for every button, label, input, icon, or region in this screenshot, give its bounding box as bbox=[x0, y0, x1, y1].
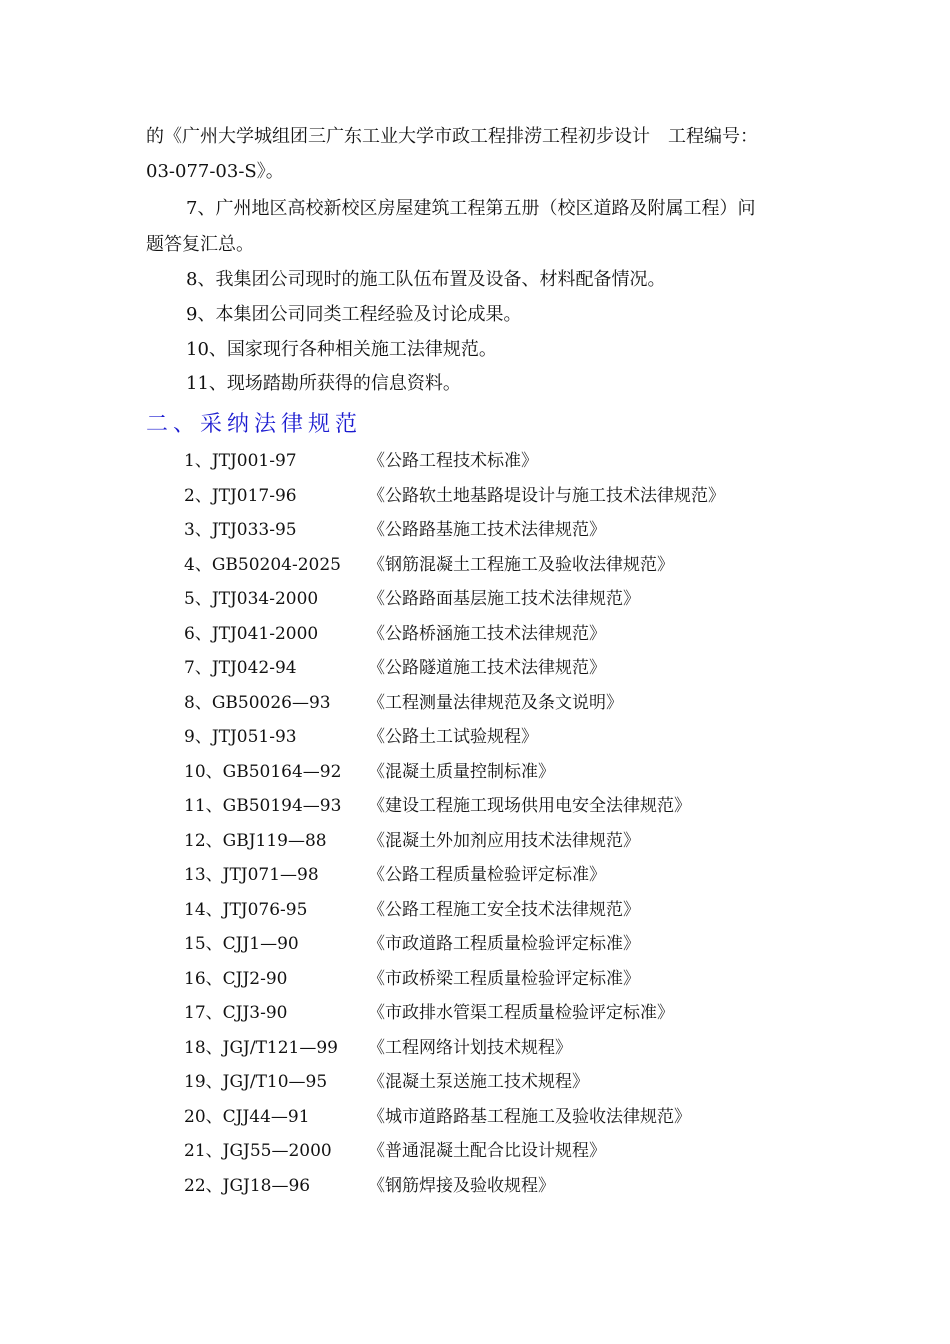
standard-title: 《市政排水管渠工程质量检验评定标准》 bbox=[368, 1003, 674, 1023]
intro-line-item-7: 7、广州地区高校新校区房屋建筑工程第五册（校区道路及附属工程）问 bbox=[186, 198, 756, 219]
standard-title: 《城市道路路基工程施工及验收法律规范》 bbox=[368, 1106, 691, 1127]
standard-code: 12、GBJ119—88 bbox=[184, 830, 327, 851]
standard-code: 6、JTJ041-2000 bbox=[184, 623, 319, 644]
standard-title: 《公路工程质量检验评定标准》 bbox=[368, 865, 606, 885]
standard-code: 10、GB50164—92 bbox=[184, 761, 342, 782]
intro-line-item-11: 11、现场踏勘所获得的信息资料。 bbox=[186, 373, 461, 394]
intro-line-item-8: 8、我集团公司现时的施工队伍布置及设备、材料配备情况。 bbox=[186, 269, 666, 290]
standard-title: 《市政道路工程质量检验评定标准》 bbox=[368, 934, 640, 954]
standard-code: 15、CJJ1—90 bbox=[184, 934, 299, 954]
standard-title: 《公路软土地基路堤设计与施工技术法律规范》 bbox=[368, 485, 725, 506]
standard-title: 《公路工程技术标准》 bbox=[368, 451, 538, 471]
standard-title: 《混凝土质量控制标准》 bbox=[368, 761, 555, 782]
standard-title: 《公路土工试验规程》 bbox=[368, 727, 538, 747]
standard-code: 13、JTJ071—98 bbox=[184, 865, 319, 885]
standard-code: 8、GB50026—93 bbox=[184, 692, 331, 713]
standard-code: 18、JGJ/T121—99 bbox=[184, 1037, 338, 1058]
intro-line-2: 03-077-03-S》。 bbox=[146, 161, 284, 182]
standard-code: 4、GB50204-2025 bbox=[184, 554, 341, 575]
standard-title: 《公路桥涵施工技术法律规范》 bbox=[368, 623, 606, 644]
standard-title: 《公路工程施工安全技术法律规范》 bbox=[368, 899, 640, 920]
standard-title: 《钢筋焊接及验收规程》 bbox=[368, 1175, 555, 1196]
standard-title: 《公路路基施工技术法律规范》 bbox=[368, 520, 606, 540]
standard-code: 22、JGJ18—96 bbox=[184, 1175, 311, 1196]
standard-code: 19、JGJ/T10—95 bbox=[184, 1072, 328, 1092]
intro-line-item-10: 10、国家现行各种相关施工法律规范。 bbox=[186, 339, 497, 360]
standard-code: 21、JGJ55—2000 bbox=[184, 1141, 332, 1161]
standard-title: 《公路隧道施工技术法律规范》 bbox=[368, 658, 606, 678]
standard-code: 11、GB50194—93 bbox=[184, 796, 342, 816]
standard-code: 3、JTJ033-95 bbox=[184, 520, 297, 540]
standard-code: 2、JTJ017-96 bbox=[184, 485, 297, 506]
standard-title: 《混凝土泵送施工技术规程》 bbox=[368, 1072, 589, 1092]
intro-line-1: 的《广州大学城组团三广东工业大学市政工程排涝工程初步设计 工程编号： bbox=[146, 126, 758, 147]
standard-title: 《工程网络计划技术规程》 bbox=[368, 1037, 572, 1058]
standard-code: 5、JTJ034-2000 bbox=[184, 589, 319, 609]
standard-title: 《建设工程施工现场供用电安全法律规范》 bbox=[368, 796, 691, 816]
standard-code: 7、JTJ042-94 bbox=[184, 658, 297, 678]
standard-title: 《钢筋混凝土工程施工及验收法律规范》 bbox=[368, 554, 674, 575]
intro-line-item-7-cont: 题答复汇总。 bbox=[146, 234, 254, 255]
standard-title: 《普通混凝土配合比设计规程》 bbox=[368, 1141, 606, 1161]
standard-code: 14、JTJ076-95 bbox=[184, 899, 308, 920]
standard-code: 17、CJJ3-90 bbox=[184, 1003, 288, 1023]
standard-title: 《工程测量法律规范及条文说明》 bbox=[368, 692, 623, 713]
standard-code: 1、JTJ001-97 bbox=[184, 451, 297, 471]
standard-code: 16、CJJ2-90 bbox=[184, 968, 288, 989]
intro-line-item-9: 9、本集团公司同类工程经验及讨论成果。 bbox=[186, 304, 522, 325]
standard-title: 《混凝土外加剂应用技术法律规范》 bbox=[368, 830, 640, 851]
standard-code: 20、CJJ44—91 bbox=[184, 1106, 310, 1127]
section-heading: 二、采纳法律规范 bbox=[146, 412, 363, 437]
standard-title: 《公路路面基层施工技术法律规范》 bbox=[368, 589, 640, 609]
standard-code: 9、JTJ051-93 bbox=[184, 727, 297, 747]
standard-title: 《市政桥梁工程质量检验评定标准》 bbox=[368, 968, 640, 989]
